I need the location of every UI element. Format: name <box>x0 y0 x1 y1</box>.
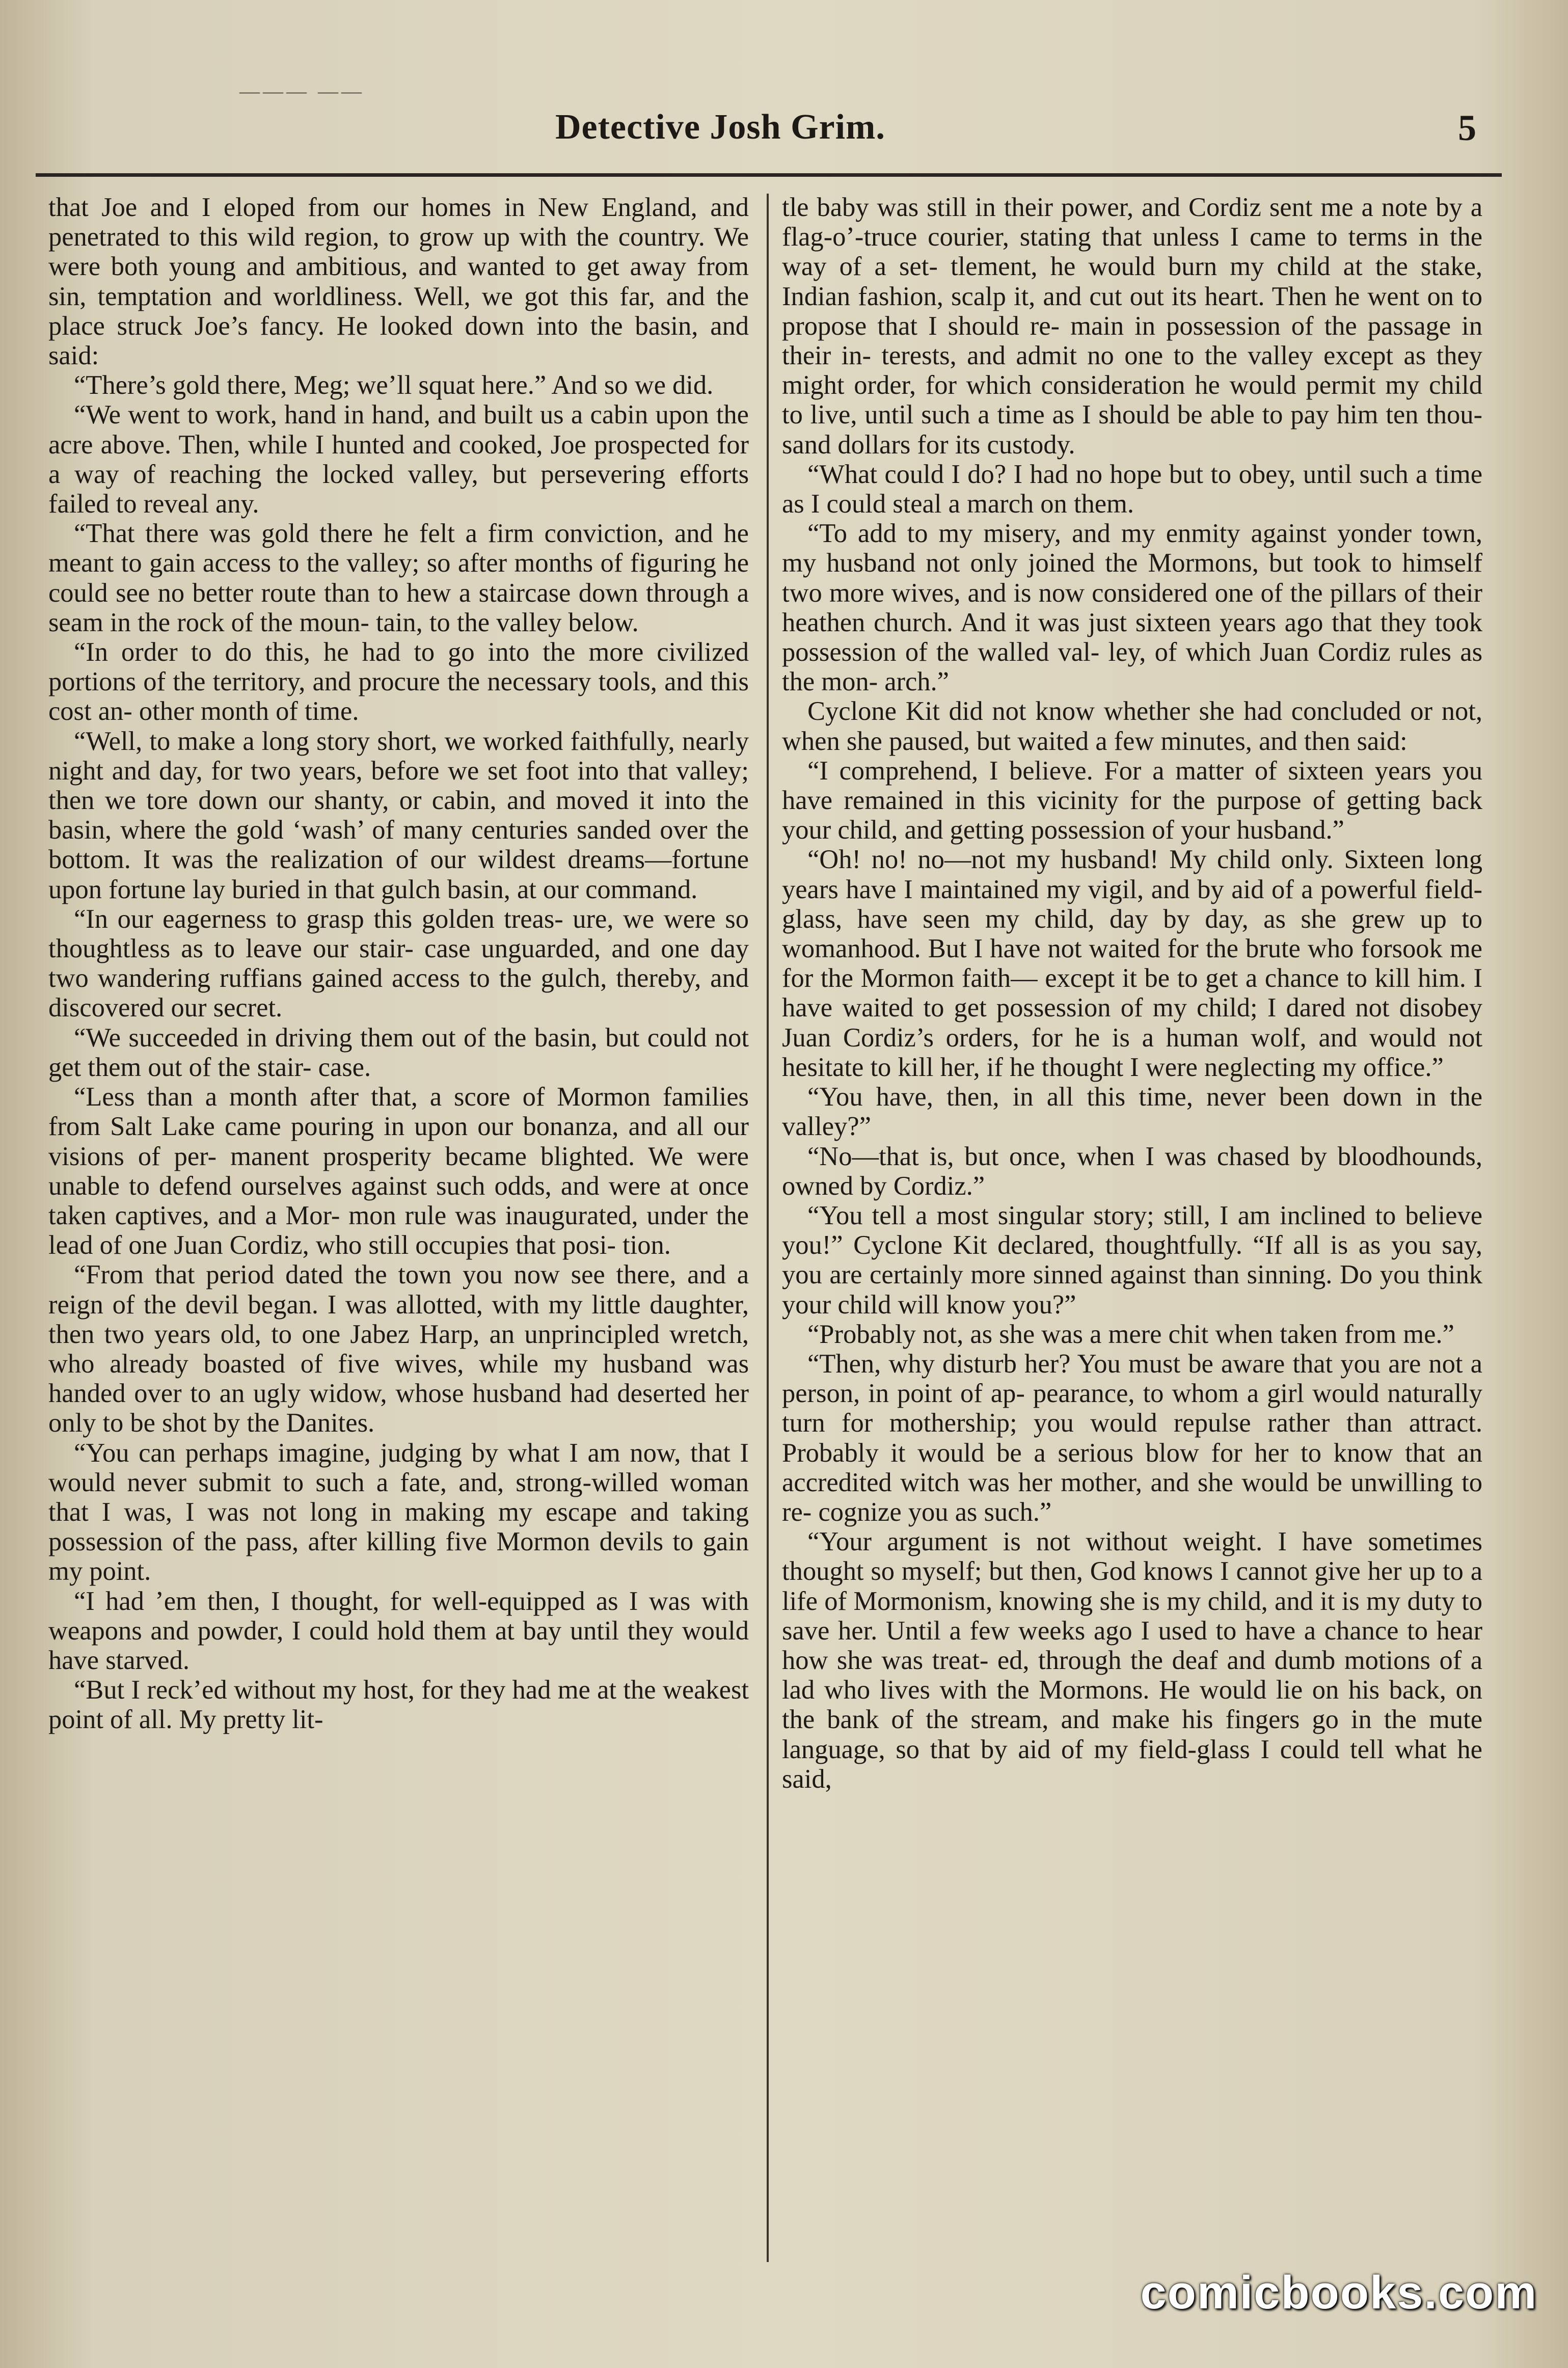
paragraph: “There’s gold there, Meg; we’ll squat here.” And so we did. <box>74 370 714 400</box>
paragraph: “I comprehend, I believe. For a matter of sixteen years you have remained in this vicinity for the purpose of getting back your child, and getting possession of your husband.” <box>782 756 1482 845</box>
paragraph: “I had ’em then, I thought, for well-equipped as I was with weapons and powder, I could hold them at bay until they would have starved. <box>48 1586 749 1675</box>
paragraph: “Less than a month after that, a score of Mormon families from Salt Lake came pouring in upon our bonanza, and all our visions of per- manent prosperity became blighted. We were unable to defend ourselves against such odds, and were at once taken captives, and a Mor- mon rule was inaugurated, under the lead of one Juan Cordiz, who still occupies that posi- tion. <box>48 1082 749 1260</box>
paragraph: Cyclone Kit did not know whether she had concluded or not, when she paused, but waited a few minutes, and then said: <box>782 696 1482 756</box>
paragraph: “That there was gold there he felt a firm conviction, and he meant to gain access to the valley; so after months of figuring he could see no better route than to hew a staircase down through a seam in the rock of the moun- tain, to the valley below. <box>48 519 749 637</box>
paragraph: “Your argument is not without weight. I have sometimes thought so myself; but then, God knows I cannot give her up to a life of Mormonism, knowing she is my child, and it is my duty to save her. Until a few weeks ago I used to have a chance to hear how she was treat- ed, through the deaf and dumb motions of a lad who lives with the Mormons. He would lie on his back, on the bank of the stream, and make his fingers go in the mute language, so that by aid of my field-glass I could tell what he said, <box>782 1527 1482 1794</box>
paragraph: “You have, then, in all this time, never been down in the valley?” <box>782 1082 1482 1142</box>
paragraph: “You can perhaps imagine, judging by what I am now, that I would never submit to such a fate, and, strong-willed woman that I was, I was not long in making my escape and taking possession of the pass, after killing five Mormon devils to gain my point. <box>48 1438 749 1586</box>
paragraph: “We succeeded in driving them out of the basin, but could not get them out of the stair- case. <box>48 1022 749 1082</box>
paragraph: “No—that is, but once, when I was chased by bloodhounds, owned by Cordiz.” <box>782 1141 1482 1201</box>
paragraph: “Then, why disturb her? You must be aware that you are not a person, in point of ap- pearance, to whom a girl would naturally turn for mothership; you would repulse rather than attract. Probably it would be a serious blow for her to know that an accredited witch was her mother, and she would be unwilling to re- cognize you as such.” <box>782 1349 1482 1527</box>
paragraph: that Joe and I eloped from our homes in New England, and penetrated to this wild region, to grow up with the country. We were both young and ambitious, and wanted to get away from sin, temptation and worldliness. Well, we got this far, and the place struck Joe’s fancy. He looked down into the basin, and said: <box>48 193 749 371</box>
page-number: 5 <box>1458 107 1476 148</box>
column-divider <box>767 194 769 2262</box>
paragraph: tle baby was still in their power, and Cordiz sent me a note by a flag-o’-truce courier, stating that unless I came to terms in the way of a set- tlement, he would burn my child at the stake, Indian fashion, scalp it, and cut out its heart. Then he went on to propose that I should re- main in possession of the passage in their in- terests, and admit no one to the valley except as they might order, for which consideration he would permit my child to live, until such a time as I should be able to pay him ten thou- sand dollars for its custody. <box>782 193 1482 460</box>
running-title: Detective Josh Grim. <box>555 107 885 147</box>
paragraph: “To add to my misery, and my enmity against yonder town, my husband not only joined the Mormons, but took to himself two more wives, and is now considered one of the pillars of their heathen church. And it was just sixteen years ago that they took possession of the walled val- ley, of which Juan Cordiz rules as the mon- arch.” <box>782 519 1482 697</box>
paragraph: “Oh! no! no—not my husband! My child only. Sixteen long years have I maintained my vigil, and by aid of a powerful field-glass, have seen my child, day by day, as she grew up to womanhood. But I have not waited for the brute who forsook me for the Mormon faith— except it be to get a chance to kill him. I have waited to get possession of my child; I dared not disobey Juan Cordiz’s orders, for he is a human wolf, and would not hesitate to kill her, if he thought I were neglecting my office.” <box>782 845 1482 1082</box>
paragraph: “But I reck’ed without my host, for they had me at the weakest point of all. My pretty lit- <box>48 1675 749 1735</box>
paragraph: “Probably not, as she was a mere chit when taken from me.” <box>807 1319 1454 1349</box>
watermark: comicbooks.com <box>1140 2267 1537 2319</box>
running-head <box>0 102 1568 158</box>
header-smudge: ——— —— <box>239 79 365 102</box>
right-column <box>782 193 1482 2266</box>
paragraph: “In our eagerness to grasp this golden treas- ure, we were so thoughtless as to leave our stair- case unguarded, and one day two wandering ruffians gained access to the gulch, thereby, and discovered our secret. <box>48 904 749 1023</box>
left-column <box>48 193 749 2266</box>
paragraph: “Well, to make a long story short, we worked faithfully, nearly night and day, for two years, before we set foot into that valley; then we tore down our shanty, or cabin, and moved it into the basin, where the gold ‘wash’ of many centuries sanded over the bottom. It was the realization of our wildest dreams—fortune upon fortune lay buried in that gulch basin, at our command. <box>48 726 749 904</box>
paragraph: “We went to work, hand in hand, and built us a cabin upon the acre above. Then, while I hunted and cooked, Joe prospected for a way of reaching the locked valley, but persevering efforts failed to reveal any. <box>48 400 749 519</box>
paragraph: “You tell a most singular story; still, I am inclined to believe you!” Cyclone Kit declared, thoughtfully. “If all is as you say, you are certainly more sinned against than sinning. Do you think your child will know you?” <box>782 1200 1482 1320</box>
paragraph: “From that period dated the town you now see there, and a reign of the devil began. I was allotted, with my little daughter, then two years old, to one Jabez Harp, an unprincipled wretch, who already boasted of five wives, while my husband was handed over to an ugly widow, whose husband had deserted her only to be shot by the Danites. <box>48 1260 749 1438</box>
header-rule <box>36 173 1502 177</box>
paragraph: “In order to do this, he had to go into the more civilized portions of the territory, and procure the necessary tools, and this cost an- other month of time. <box>48 637 749 726</box>
paragraph: “What could I do? I had no hope but to obey, until such a time as I could steal a march on them. <box>782 459 1482 519</box>
